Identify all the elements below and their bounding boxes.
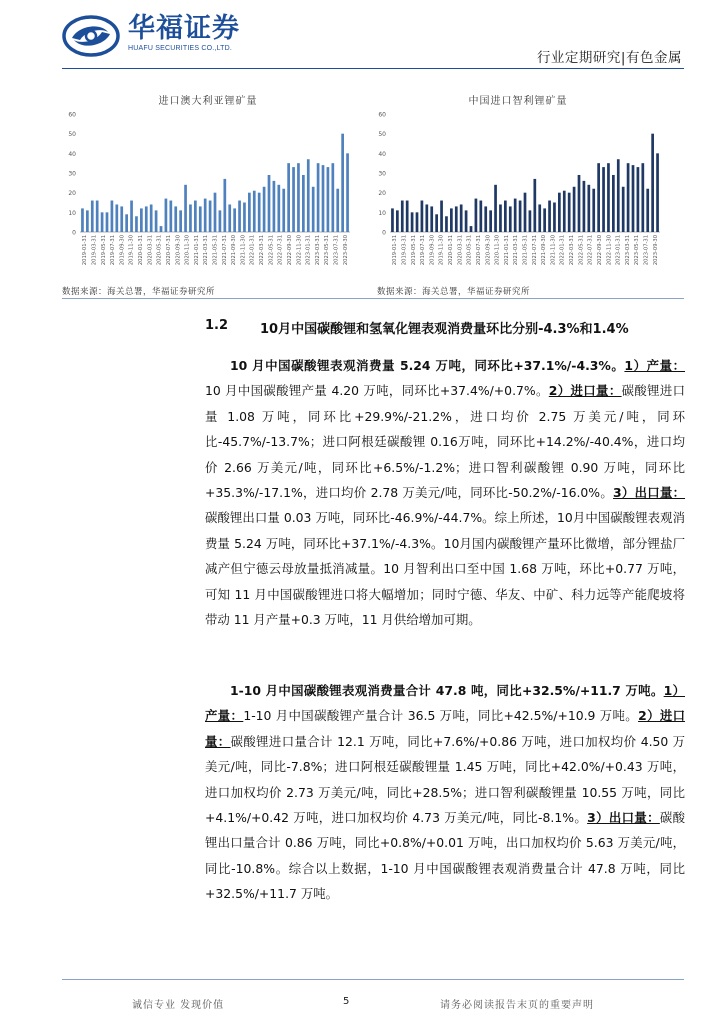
x-tick-label: 2019-03-31 [91,235,98,266]
lead-sentence: 1-10 月中国碳酸锂表观消费量合计 47.8 吨，同比+32.5%/+11.7 万吨。 [230,683,664,698]
bar [91,201,94,232]
y-tick-label: 30 [378,170,386,178]
bar [524,193,527,232]
bar [179,210,182,232]
bar [228,204,231,232]
bar [651,134,654,232]
paragraph-text: 1-10 月中国碳酸锂产量合计 36.5 万吨，同比+42.5%/+10.9 万吨。 [243,708,639,724]
x-tick-label: 2022-09-30 [286,235,293,266]
x-tick-label: 2023-07-31 [643,235,650,266]
bar [435,214,438,232]
bar [96,201,99,232]
bar [509,206,512,232]
x-tick-label: 2021-05-31 [522,235,529,266]
bar [115,204,118,232]
y-tick-label: 60 [68,111,76,119]
bar [543,208,546,232]
x-tick-label: 2020-07-31 [165,235,172,266]
bar [607,163,610,232]
bar [302,175,305,232]
bar [120,206,123,232]
x-tick-label: 2021-07-31 [221,235,228,266]
bar [533,179,536,232]
x-tick-label: 2022-07-31 [587,235,594,266]
bar [573,187,576,232]
bar [617,159,620,232]
x-tick-label: 2020-11-30 [184,235,191,266]
bar [130,201,133,232]
bar [646,189,649,232]
bar [165,199,168,232]
bar [519,201,522,232]
bar [450,208,453,232]
x-tick-label: 2019-01-31 [82,235,89,266]
x-tick-label: 2020-05-31 [156,235,163,266]
bar [194,201,197,232]
x-tick-label: 2023-01-31 [305,235,312,266]
report-header [0,0,724,72]
y-tick-label: 0 [72,229,76,237]
bar [327,167,330,232]
x-tick-label: 2022-09-30 [596,235,603,266]
x-tick-label: 2020-01-31 [138,235,145,266]
x-tick-label: 2020-05-31 [466,235,473,266]
bar [86,210,89,232]
chart-svg [372,106,664,278]
x-tick-label: 2023-09-30 [342,235,349,266]
bar [465,210,468,232]
y-tick-label: 50 [378,131,386,139]
bar [445,216,448,232]
bar [391,208,394,232]
x-tick-label: 2019-03-31 [401,235,408,266]
bar [578,175,581,232]
bar [484,206,487,232]
divider [62,298,684,299]
subhead: 2）进口量： [548,383,622,399]
lead-sentence: 10 月中国碳酸锂表观消费量 5.24 万吨，同环比+37.1%/-4.3%。 [230,358,625,373]
x-tick-label: 2021-01-31 [503,235,510,266]
bar [641,163,644,232]
bar [248,193,251,232]
bar [233,208,236,232]
bar [622,187,625,232]
bar [81,208,84,232]
bar [341,134,344,232]
x-tick-label: 2021-01-31 [193,235,200,266]
bar [568,193,571,232]
bar [396,210,399,232]
x-tick-label: 2020-07-31 [475,235,482,266]
bar [111,201,114,232]
bar [421,201,424,232]
x-tick-label: 2021-09-30 [231,235,238,266]
x-tick-label: 2021-03-31 [513,235,520,266]
bar [460,204,463,232]
paragraph-text: 碳酸锂进口量 1.08 万吨，同环比+29.9%/-21.2%，进口均价 2.75 万美元/吨，同环比-45.7%/-13.7%；进口阿根廷碳酸锂 0.16万吨，同环比+14.2%/-40.4%，进口均价 2.66 万美元/吨，同环比+6.5%/-1.2%；进口智利碳酸锂 0.90 万吨，同环比+35.3%/-17.1%，进口均价 2.78 万美元/吨，同环比-50.2%/-16.0%。 [205,383,686,501]
x-tick-label: 2023-07-31 [333,235,340,266]
bar [219,210,222,232]
company-name-cn: 华福证券 [128,13,240,44]
x-tick-label: 2023-09-30 [652,235,659,266]
bar [322,165,325,232]
bar [106,212,109,232]
bar [479,201,482,232]
paragraph-text: 碳酸锂出口量 0.03 万吨，同环比-46.9%/-44.7%。综上所述，10月中国碳酸锂表观消费量 5.24 万吨，同环比+37.1%/-4.3%。10月国内碳酸锂产量环比微增，部分锂盐厂减产但宁德云母放量抵消减量。10 月智利出口至中国 1.68 万吨，环比+0.77 万吨，可知 11 月中国碳酸锂进口将大幅增加；同时宁德、华友、中矿、科力远等产能爬坡将带动 11 月产量+0.3 万吨，11 月供给增加可期。 [205,510,685,628]
x-tick-label: 2019-01-31 [392,235,399,266]
bar [150,204,153,232]
bar [416,212,419,232]
bar [292,167,295,232]
footer-slogan: 诚信专业 发现价值 [132,1000,225,1011]
x-tick-label: 2020-03-31 [457,235,464,266]
x-tick-label: 2022-11-30 [296,235,303,266]
bar [189,204,192,232]
section-title: 10月中国碳酸锂和氢氧化锂表观消费量环比分别-4.3%和1.4% [260,322,629,337]
y-tick-label: 20 [378,190,386,198]
bar [258,193,261,232]
x-tick-label: 2019-11-30 [438,235,445,266]
y-tick-label: 30 [68,170,76,178]
x-tick-label: 2023-05-31 [324,235,331,266]
report-type: 行业定期研究|有色金属 [536,50,682,66]
bar [336,189,339,232]
x-tick-label: 2022-01-31 [249,235,256,266]
bar [440,201,443,232]
subhead: 1）产量： [624,358,686,373]
paragraph-text: 10 月中国碳酸锂产量 4.20 万吨，同环比+37.4%/+0.7%。 [205,383,549,399]
bar [174,206,177,232]
x-tick-label: 2019-07-31 [420,235,427,266]
x-tick-label: 2019-09-30 [119,235,126,266]
x-tick-label: 2020-09-30 [175,235,182,266]
paragraph-october [205,353,685,632]
bar [475,199,478,232]
bar [268,175,271,232]
bar [199,206,202,232]
bar [277,185,280,232]
x-tick-label: 2023-05-31 [634,235,641,266]
footer-divider [62,979,684,980]
x-tick-label: 2022-07-31 [277,235,284,266]
bar [583,181,586,232]
bar [209,201,212,232]
bar [282,189,285,232]
x-tick-label: 2021-11-30 [550,235,557,266]
bar [135,216,138,232]
y-tick-label: 50 [68,131,76,139]
bar [312,187,315,232]
x-tick-label: 2022-05-31 [578,235,585,266]
chart-chile-lithium-imports [372,84,664,280]
y-tick-label: 10 [378,209,386,217]
bar [612,175,615,232]
bar [169,201,172,232]
x-tick-label: 2021-05-31 [212,235,219,266]
bar [346,153,349,232]
bar [494,185,497,232]
bar [548,201,551,232]
bar [238,201,241,232]
subhead: 3）出口量： [613,485,686,501]
x-tick-label: 2020-01-31 [448,235,455,266]
x-tick-label: 2022-01-31 [559,235,566,266]
x-tick-label: 2019-09-30 [429,235,436,266]
bar [287,163,290,232]
x-tick-label: 2019-05-31 [410,235,417,266]
bar [223,179,226,232]
paragraph-text: 碳酸锂出口量合计 0.86 万吨，同比+0.8%/+0.01 万吨，出口加权均价 5.63 万美元/吨，同比-10.8%。综合以上数据，1-10 月中国碳酸锂表观消费量合计 47.8 万吨，同比+32.5%/+11.7 万吨。 [205,810,686,902]
x-tick-label: 2022-05-31 [268,235,275,266]
x-tick-label: 2023-01-31 [615,235,622,266]
bar [430,206,433,232]
x-tick-label: 2022-03-31 [569,235,576,266]
page-number: 5 [343,996,351,1007]
bar [504,201,507,232]
bar [656,153,659,232]
bar [563,191,566,232]
footer-disclaimer: 请务必阅读报告末页的重要声明 [440,1000,594,1011]
bar [307,159,310,232]
y-tick-label: 40 [68,150,76,158]
bar [155,210,158,232]
x-tick-label: 2023-03-31 [624,235,631,266]
bar [214,193,217,232]
bar [263,187,266,232]
x-tick-label: 2020-03-31 [147,235,154,266]
chart-source: 数据来源：海关总署，华福证券研究所 [62,287,216,297]
x-tick-label: 2019-07-31 [110,235,117,266]
bar [160,226,163,232]
y-tick-label: 40 [378,150,386,158]
bar [637,167,640,232]
chart-title: 进口澳大利亚锂矿量 [158,96,258,107]
subhead: 3）出口量： [587,810,660,826]
x-tick-label: 2022-03-31 [259,235,266,266]
bar [499,204,502,232]
bar [145,206,148,232]
bar [597,163,600,232]
chart-svg [62,106,354,278]
x-tick-label: 2023-03-31 [314,235,321,266]
bar [411,212,414,232]
bar [204,199,207,232]
paragraph-ytd [205,678,685,907]
x-tick-label: 2021-03-31 [203,235,210,266]
bar [538,204,541,232]
subhead: 2）进口量： [205,708,685,749]
bar [529,210,532,232]
huafu-logo-icon [62,14,120,58]
header-divider [62,68,684,69]
x-tick-label: 2020-09-30 [485,235,492,266]
paragraph-text: 碳酸锂进口量合计 12.1 万吨，同比+7.6%/+0.86 万吨，进口加权均价 4.50 万美元/吨，同比-7.8%；进口阿根廷碳酸锂量 1.45 万吨，同比+42.0%/+0.43 万吨，进口加权均价 2.73 万美元/吨，同比+28.5%；进口智利碳酸锂量 10.55 万吨，同比+4.1%/+0.42 万吨，进口加权均价 4.73 万美元/吨，同比-8.1%。 [205,733,685,826]
bar [401,201,404,232]
subhead: 1）产量： [205,683,685,724]
bar [632,165,635,232]
y-tick-label: 0 [382,229,386,237]
bar [297,163,300,232]
bar [317,163,320,232]
bar [587,185,590,232]
company-name-en: HUAFU SECURITIES CO.,LTD. [128,45,233,52]
bar [514,199,517,232]
bar [470,226,473,232]
x-tick-label: 2019-11-30 [128,235,135,266]
x-tick-label: 2020-11-30 [494,235,501,266]
bar [406,201,409,232]
y-tick-label: 20 [68,190,76,198]
x-tick-label: 2021-11-30 [240,235,247,266]
x-tick-label: 2019-05-31 [100,235,107,266]
x-tick-label: 2021-09-30 [541,235,548,266]
bar [253,191,256,232]
bar [627,163,630,232]
bar [558,193,561,232]
section-number: 1.2 [205,318,229,333]
bar [243,203,246,233]
bar [331,163,334,232]
bar [455,206,458,232]
x-tick-label: 2021-07-31 [531,235,538,266]
chart-australia-lithium-imports [62,84,354,280]
bar [553,203,556,233]
y-tick-label: 10 [68,209,76,217]
bar [273,181,276,232]
chart-source: 数据来源：海关总署，华福证券研究所 [377,287,531,297]
bar [101,212,104,232]
bar [184,185,187,232]
bar [489,210,492,232]
bar [425,204,428,232]
y-tick-label: 60 [378,111,386,119]
bar [140,208,143,232]
bar [125,214,128,232]
x-tick-label: 2022-11-30 [606,235,613,266]
bar [592,189,595,232]
bar [602,167,605,232]
chart-title: 中国进口智利锂矿量 [468,96,568,107]
